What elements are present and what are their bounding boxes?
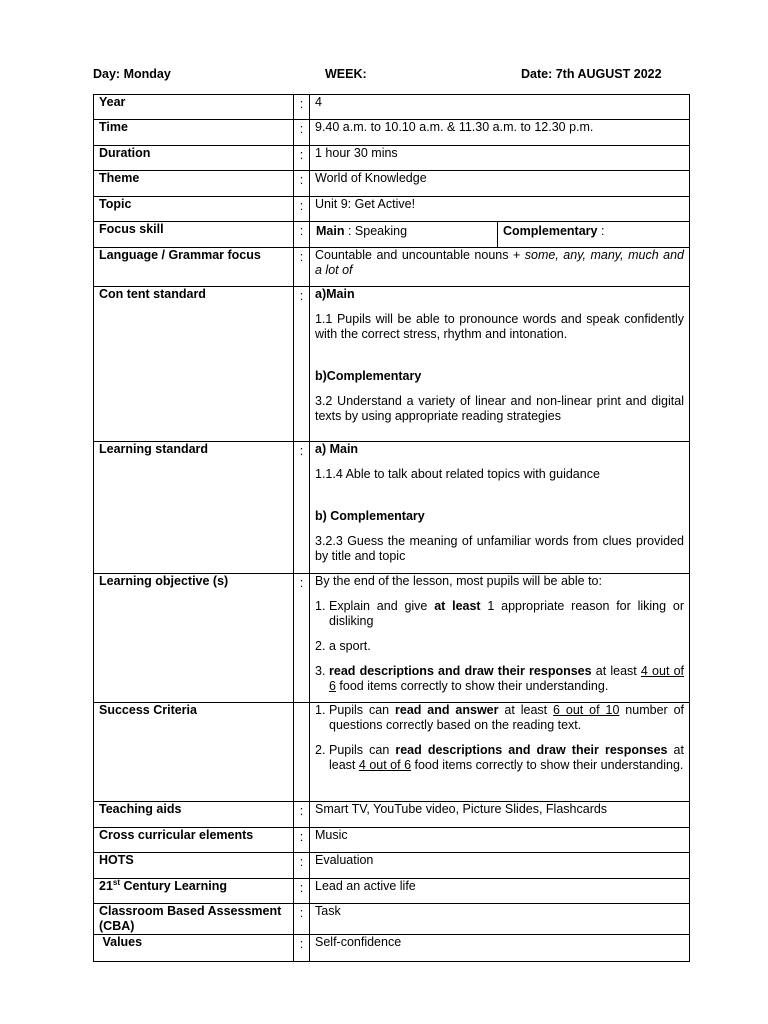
item-text: Pupils can bbox=[329, 703, 395, 717]
focus-main-label: Main bbox=[316, 224, 345, 238]
row-teaching-aids bbox=[94, 802, 690, 828]
ls-main-text: 1.1.4 Able to talk about related topics with guidance bbox=[315, 467, 600, 481]
language-italic: some, any, many, much and a lot of bbox=[315, 248, 684, 277]
ls-comp-text: 3.2.3 Guess the meaning of unfamiliar words from clues provided by title and topic bbox=[315, 534, 684, 563]
item-text: food items correctly to show their understanding. bbox=[411, 758, 684, 772]
item-text: Pupils can bbox=[329, 743, 396, 757]
row-value: 9.40 a.m. to 10.10 a.m. & 11.30 a.m. to 12.30 p.m. bbox=[310, 120, 690, 146]
item-text: at least bbox=[498, 703, 554, 717]
focus-comp-value: : bbox=[597, 224, 605, 238]
row-learning-objectives bbox=[94, 574, 690, 703]
row-value: 1 hour 30 mins bbox=[310, 146, 690, 171]
row-value: Self-confidence bbox=[310, 935, 690, 962]
content-main-text: 1.1 Pupils will be able to pronounce words and speak confidently with the correct stress, rhythm and intonation. bbox=[315, 312, 684, 341]
row-label: HOTS bbox=[94, 853, 294, 879]
item-text: Explain and give bbox=[329, 599, 435, 613]
row-colon: : bbox=[294, 248, 310, 287]
item-text: a sport. bbox=[329, 639, 371, 653]
row-value: World of Knowledge bbox=[310, 171, 690, 197]
item-bold: read descriptions and draw their responses bbox=[395, 743, 668, 757]
label-part: 21 bbox=[99, 879, 113, 893]
label-superscript: st bbox=[112, 878, 121, 887]
list-item bbox=[315, 703, 684, 733]
row-colon: : bbox=[294, 802, 310, 828]
list-number: 1. bbox=[315, 703, 326, 717]
row-label: Teaching aids bbox=[94, 802, 294, 828]
row-value: Unit 9: Get Active! bbox=[310, 197, 690, 222]
lesson-header bbox=[93, 67, 689, 85]
row-colon: : bbox=[294, 904, 310, 935]
row-cross-curricular bbox=[94, 828, 690, 853]
ls-comp-heading: b) Complementary bbox=[315, 509, 425, 523]
row-colon: : bbox=[294, 574, 310, 703]
row-value: 4 bbox=[310, 95, 690, 120]
row-21st-century bbox=[94, 879, 690, 904]
row-duration bbox=[94, 146, 690, 171]
row-value bbox=[310, 248, 690, 287]
row-hots bbox=[94, 853, 690, 879]
row-success-criteria bbox=[94, 703, 690, 802]
day-text: Day: Monday bbox=[93, 67, 171, 81]
list-number: 2. bbox=[315, 743, 326, 757]
list-item bbox=[315, 743, 684, 773]
row-label: Cross curricular elements bbox=[94, 828, 294, 853]
language-plain: Countable and uncountable nouns + bbox=[315, 248, 525, 262]
content-comp-text: 3.2 Understand a variety of linear and non-linear print and digital texts by using appropriate reading strategies bbox=[315, 394, 684, 423]
row-topic bbox=[94, 197, 690, 222]
item-bold: at least bbox=[434, 599, 481, 613]
row-label: Values bbox=[94, 935, 294, 962]
row-value bbox=[310, 287, 690, 442]
focus-complementary bbox=[498, 222, 604, 247]
row-time bbox=[94, 120, 690, 146]
row-label: Learning standard bbox=[94, 442, 294, 574]
focus-comp-label: Complementary bbox=[503, 224, 598, 238]
row-label: Success Criteria bbox=[94, 703, 294, 802]
row-label bbox=[94, 879, 294, 904]
row-value bbox=[310, 442, 690, 574]
row-learning-standard bbox=[94, 442, 690, 574]
item-underline: 4 out of 6 bbox=[329, 664, 685, 693]
row-label: Topic bbox=[94, 197, 294, 222]
row-values bbox=[94, 935, 690, 962]
list-item bbox=[315, 599, 684, 629]
row-label: Focus skill bbox=[94, 222, 294, 248]
row-language bbox=[94, 248, 690, 287]
row-label: Learning objective (s) bbox=[94, 574, 294, 703]
item-text: 1 appropriate reason for liking or disliking bbox=[329, 599, 684, 628]
content-main-heading: a)Main bbox=[315, 287, 355, 301]
focus-skill-cell bbox=[310, 222, 690, 248]
list-number: 1. bbox=[315, 599, 326, 613]
objectives-list bbox=[315, 599, 684, 694]
item-bold: read and answer bbox=[395, 703, 499, 717]
row-colon: : bbox=[294, 828, 310, 853]
list-item bbox=[315, 664, 684, 694]
row-value: Smart TV, YouTube video, Picture Slides, Flashcards bbox=[310, 802, 690, 828]
row-year bbox=[94, 95, 690, 120]
row-colon: : bbox=[294, 287, 310, 442]
row-theme bbox=[94, 171, 690, 197]
row-label: Con tent standard bbox=[94, 287, 294, 442]
date-text: Date: 7th AUGUST 2022 bbox=[521, 67, 662, 81]
row-colon: : bbox=[294, 222, 310, 248]
row-value: Lead an active life bbox=[310, 879, 690, 904]
item-underline: 6 out of 10 bbox=[553, 703, 620, 717]
row-colon: : bbox=[294, 95, 310, 120]
focus-main-value: : Speaking bbox=[344, 224, 408, 238]
item-text: at least bbox=[329, 743, 684, 772]
row-focus-skill bbox=[94, 222, 690, 248]
row-value bbox=[310, 574, 690, 703]
week-text: WEEK: bbox=[325, 67, 367, 81]
success-list bbox=[315, 703, 684, 773]
row-value: Music bbox=[310, 828, 690, 853]
list-number: 3. bbox=[315, 664, 326, 678]
row-colon bbox=[294, 703, 310, 802]
row-value bbox=[310, 703, 690, 802]
row-label: Theme bbox=[94, 171, 294, 197]
row-value: Evaluation bbox=[310, 853, 690, 879]
row-cba bbox=[94, 904, 690, 935]
objectives-intro: By the end of the lesson, most pupils will be able to: bbox=[315, 574, 602, 588]
lesson-plan-table bbox=[93, 94, 690, 962]
row-colon: : bbox=[294, 935, 310, 962]
item-text: number of questions correctly based on the reading text. bbox=[329, 703, 685, 732]
row-value: Task bbox=[310, 904, 690, 935]
row-colon: : bbox=[294, 120, 310, 146]
item-text: food items correctly to show their understanding. bbox=[335, 679, 609, 693]
ls-main-heading: a) Main bbox=[315, 442, 359, 456]
item-underline: 4 out of 6 bbox=[358, 758, 412, 772]
focus-main bbox=[310, 222, 498, 247]
label-part: Century Learning bbox=[120, 879, 227, 893]
row-label: Duration bbox=[94, 146, 294, 171]
row-colon: : bbox=[294, 879, 310, 904]
row-colon: : bbox=[294, 171, 310, 197]
row-label: Language / Grammar focus bbox=[94, 248, 294, 287]
row-colon: : bbox=[294, 197, 310, 222]
row-colon: : bbox=[294, 442, 310, 574]
item-text: at least bbox=[591, 664, 641, 678]
row-label: Classroom Based Assessment (CBA) bbox=[94, 904, 294, 935]
list-item bbox=[315, 639, 684, 654]
list-number: 2. bbox=[315, 639, 326, 653]
row-label: Time bbox=[94, 120, 294, 146]
row-content-standard bbox=[94, 287, 690, 442]
row-label: Year bbox=[94, 95, 294, 120]
content-comp-heading: b)Complementary bbox=[315, 369, 422, 383]
row-colon: : bbox=[294, 146, 310, 171]
item-bold: read descriptions and draw their responses bbox=[329, 664, 592, 678]
row-colon: : bbox=[294, 853, 310, 879]
